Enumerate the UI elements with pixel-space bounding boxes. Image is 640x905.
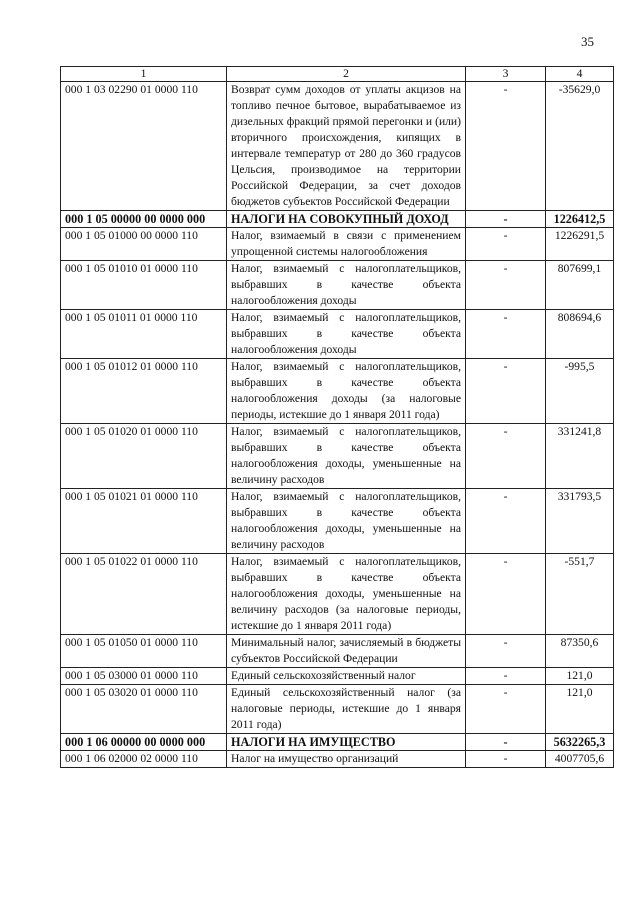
table-row: [61, 228, 614, 261]
table-row: [61, 424, 614, 489]
budget-code-cell: 000 1 05 03020 01 0000 110: [61, 685, 227, 734]
budget-code-cell: 000 1 05 01020 01 0000 110: [61, 424, 227, 489]
column-3-cell: -: [466, 424, 546, 489]
description-cell: НАЛОГИ НА СОВОКУПНЫЙ ДОХОД: [227, 211, 466, 228]
table-row: [61, 310, 614, 359]
amount-cell: 87350,6: [546, 635, 614, 668]
description-cell: Налог, взимаемый с налогоплательщиков, выбравших в качестве объекта налогообложения доходы, уменьшенные на величину расходов: [227, 424, 466, 489]
amount-cell: 1226291,5: [546, 228, 614, 261]
table-row: [61, 635, 614, 668]
description-cell: Единый сельскохозяйственный налог: [227, 668, 466, 685]
description-cell: НАЛОГИ НА ИМУЩЕСТВО: [227, 734, 466, 751]
table-row: [61, 668, 614, 685]
table-row: [61, 261, 614, 310]
amount-cell: 1226412,5: [546, 211, 614, 228]
table-row: [61, 734, 614, 751]
description-cell: Налог, взимаемый в связи с применением упрощенной системы налогообложения: [227, 228, 466, 261]
table-row: [61, 751, 614, 768]
amount-cell: 331793,5: [546, 489, 614, 554]
table-row: [61, 211, 614, 228]
budget-code-cell: 000 1 05 01012 01 0000 110: [61, 359, 227, 424]
budget-code-cell: 000 1 05 01022 01 0000 110: [61, 554, 227, 635]
description-cell: Налог, взимаемый с налогоплательщиков, выбравших в качестве объекта налогообложения доходы: [227, 261, 466, 310]
description-cell: Налог, взимаемый с налогоплательщиков, выбравших в качестве объекта налогообложения доходы, уменьшенные на величину расходов (за налоговые периоды, истекшие до 1 января 2011 года): [227, 554, 466, 635]
description-cell: Налог, взимаемый с налогоплательщиков, выбравших в качестве объекта налогообложения доходы, уменьшенные на величину расходов: [227, 489, 466, 554]
amount-cell: 121,0: [546, 685, 614, 734]
column-header-2: 2: [227, 67, 466, 82]
column-3-cell: -: [466, 635, 546, 668]
amount-cell: 331241,8: [546, 424, 614, 489]
budget-code-cell: 000 1 06 02000 02 0000 110: [61, 751, 227, 768]
description-cell: Налог, взимаемый с налогоплательщиков, выбравших в качестве объекта налогообложения доходы (за налоговые периоды, истекшие до 1 января 2011 года): [227, 359, 466, 424]
column-3-cell: -: [466, 734, 546, 751]
budget-code-cell: 000 1 05 01011 01 0000 110: [61, 310, 227, 359]
column-header-1: 1: [61, 67, 227, 82]
description-cell: Налог на имущество организаций: [227, 751, 466, 768]
column-header-4: 4: [546, 67, 614, 82]
column-3-cell: -: [466, 82, 546, 211]
budget-code-cell: 000 1 05 01000 00 0000 110: [61, 228, 227, 261]
column-3-cell: -: [466, 554, 546, 635]
budget-code-cell: 000 1 05 01021 01 0000 110: [61, 489, 227, 554]
column-header-3: 3: [466, 67, 546, 82]
column-3-cell: -: [466, 751, 546, 768]
description-cell: Единый сельскохозяйственный налог (за налоговые периоды, истекшие до 1 января 2011 года): [227, 685, 466, 734]
table-row: [61, 82, 614, 211]
budget-code-cell: 000 1 03 02290 01 0000 110: [61, 82, 227, 211]
amount-cell: -35629,0: [546, 82, 614, 211]
column-3-cell: -: [466, 211, 546, 228]
description-cell: Возврат сумм доходов от уплаты акцизов на топливо печное бытовое, вырабатываемое из дизельных фракций прямой перегонки и (или) вторичного происхождения, кипящих в интервале температур от 280 до 360 градусов Цельсия, производимое на территории Российской Федерации, за счет доходов бюджетов субъектов Российской Федерации: [227, 82, 466, 211]
table-row: [61, 685, 614, 734]
amount-cell: -995,5: [546, 359, 614, 424]
column-3-cell: -: [466, 489, 546, 554]
table-row: [61, 554, 614, 635]
amount-cell: 121,0: [546, 668, 614, 685]
amount-cell: 808694,6: [546, 310, 614, 359]
table-header-row: [61, 67, 614, 82]
column-3-cell: -: [466, 228, 546, 261]
budget-table: [60, 66, 614, 768]
column-3-cell: -: [466, 668, 546, 685]
column-3-cell: -: [466, 261, 546, 310]
table-row: [61, 359, 614, 424]
table-row: [61, 489, 614, 554]
page-number: 35: [581, 34, 594, 49]
description-cell: Налог, взимаемый с налогоплательщиков, выбравших в качестве объекта налогообложения доходы: [227, 310, 466, 359]
budget-code-cell: 000 1 05 03000 01 0000 110: [61, 668, 227, 685]
amount-cell: 5632265,3: [546, 734, 614, 751]
budget-code-cell: 000 1 05 01010 01 0000 110: [61, 261, 227, 310]
budget-code-cell: 000 1 05 00000 00 0000 000: [61, 211, 227, 228]
column-3-cell: -: [466, 685, 546, 734]
amount-cell: 807699,1: [546, 261, 614, 310]
column-3-cell: -: [466, 359, 546, 424]
amount-cell: -551,7: [546, 554, 614, 635]
amount-cell: 4007705,6: [546, 751, 614, 768]
budget-code-cell: 000 1 06 00000 00 0000 000: [61, 734, 227, 751]
description-cell: Минимальный налог, зачисляемый в бюджеты субъектов Российской Федерации: [227, 635, 466, 668]
budget-code-cell: 000 1 05 01050 01 0000 110: [61, 635, 227, 668]
table-body: [61, 82, 614, 768]
column-3-cell: -: [466, 310, 546, 359]
